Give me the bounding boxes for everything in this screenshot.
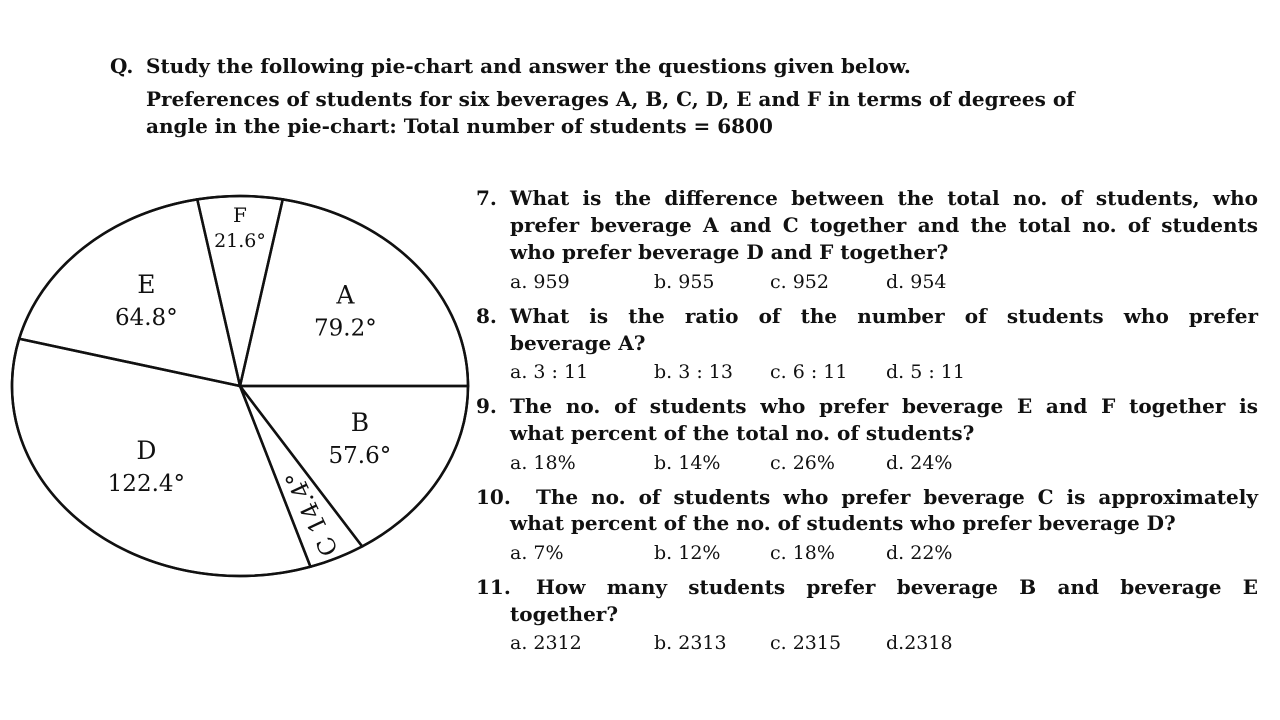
question-10-option-c[interactable]: c. 18%	[770, 542, 835, 564]
question-11-option-c[interactable]: c. 2315	[770, 632, 842, 654]
question-7-line-2: prefer beverage A and C together and the total no. of students	[510, 213, 1258, 237]
question-8-number: 8.	[476, 304, 497, 328]
pie-slice-label-b: B	[350, 407, 370, 437]
question-10-option-b[interactable]: b. 12%	[654, 542, 721, 564]
question-11-option-d[interactable]: d.2318	[886, 632, 953, 654]
question-10-option-a[interactable]: a. 7%	[510, 542, 564, 564]
question-9-line-2: what percent of the total no. of students?	[510, 421, 975, 445]
question-8-line-1: What is the ratio of the number of students who prefer	[510, 304, 1258, 328]
pie-slice-value-e: 64.8°	[114, 304, 178, 331]
pie-slice-label-e: E	[137, 269, 156, 299]
question-7-option-a[interactable]: a. 959	[510, 271, 570, 293]
question-8-line-2: beverage A?	[510, 331, 646, 355]
question-7-option-d[interactable]: d. 954	[886, 271, 947, 293]
pie-slice-value-f: 21.6°	[214, 230, 266, 253]
pie-slice-label-c: C 14.4°	[279, 465, 344, 561]
pie-slice-label-d: D	[136, 436, 157, 466]
question-11-line-1: How many students prefer beverage B and beverage E	[536, 575, 1258, 599]
intro-line-2: angle in the pie-chart: Total number of students = 6800	[146, 114, 773, 138]
question-7-option-b[interactable]: b. 955	[654, 271, 715, 293]
pie-slice-label-a: A	[336, 280, 355, 310]
question-10-option-d[interactable]: d. 22%	[886, 542, 953, 564]
pie-slice-value-b: 57.6°	[328, 442, 392, 469]
question-10-line-2: what percent of the no. of students who prefer beverage D?	[510, 511, 1176, 535]
pie-chart	[0, 180, 480, 590]
question-8-option-b[interactable]: b. 3 : 13	[654, 361, 733, 383]
question-label: Q.	[110, 54, 134, 78]
question-8-option-c[interactable]: c. 6 : 11	[770, 361, 848, 383]
pie-slice-label-f: F	[233, 203, 247, 228]
question-9-option-c[interactable]: c. 26%	[770, 452, 835, 474]
question-7-option-c[interactable]: c. 952	[770, 271, 829, 293]
question-9-option-a[interactable]: a. 18%	[510, 452, 576, 474]
intro-line-1: Preferences of students for six beverages A, B, C, D, E and F in terms of degrees of	[146, 87, 1075, 111]
question-7-number: 7.	[476, 186, 497, 210]
question-8-option-a[interactable]: a. 3 : 11	[510, 361, 589, 383]
pie-slice-value-d: 122.4°	[107, 471, 186, 498]
question-11-option-a[interactable]: a. 2312	[510, 632, 582, 654]
question-9-option-b[interactable]: b. 14%	[654, 452, 721, 474]
question-11-number: 11.	[476, 575, 511, 599]
question-7-line-3: who prefer beverage D and F together?	[510, 240, 949, 264]
question-10-line-1: The no. of students who prefer beverage C is approximately	[536, 485, 1258, 509]
question-instruction: Study the following pie-chart and answer the questions given below.	[146, 54, 911, 78]
question-11-line-2: together?	[510, 602, 619, 626]
question-9-line-1: The no. of students who prefer beverage E and F together is	[510, 394, 1258, 418]
question-11-option-b[interactable]: b. 2313	[654, 632, 727, 654]
pie-slice-value-a: 79.2°	[314, 315, 377, 342]
question-10-number: 10.	[476, 485, 511, 509]
question-9-number: 9.	[476, 394, 497, 418]
question-8-option-d[interactable]: d. 5 : 11	[886, 361, 965, 383]
question-9-option-d[interactable]: d. 24%	[886, 452, 953, 474]
question-7-line-1: What is the difference between the total no. of students, who	[510, 186, 1258, 210]
